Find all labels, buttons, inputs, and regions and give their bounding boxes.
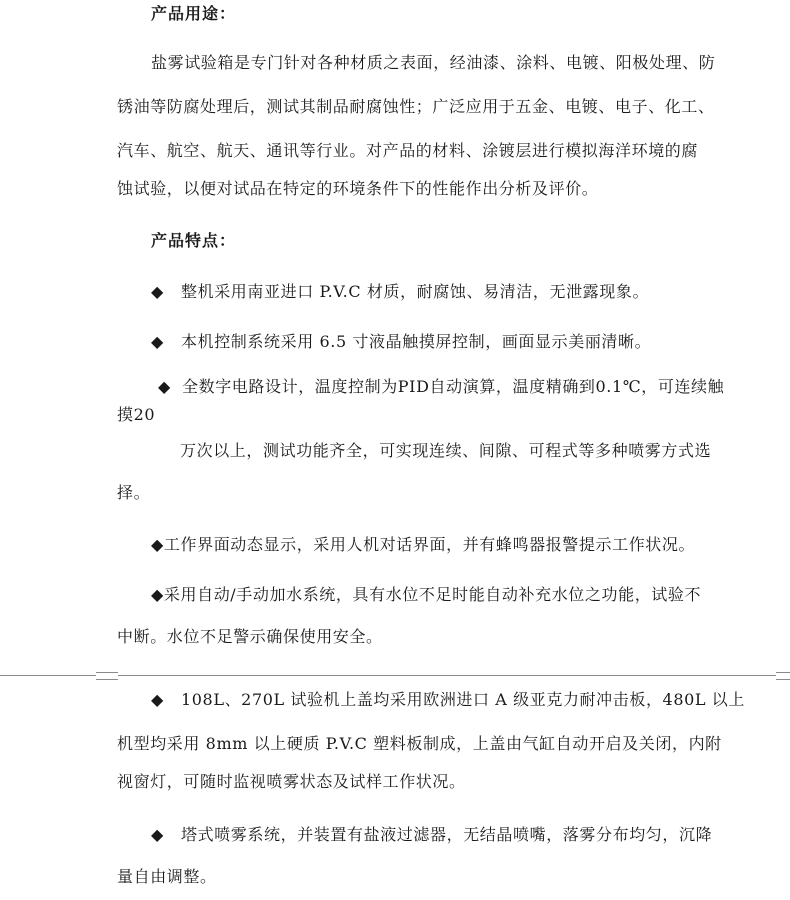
bullet-diamond-icon: ◆ (151, 690, 164, 709)
bullet-diamond-icon: ◆ (151, 825, 164, 844)
page-break-marker-left (96, 672, 118, 680)
bullet-diamond-icon: ◆ (151, 332, 164, 351)
feature-item (151, 281, 649, 303)
feature-item (151, 824, 712, 846)
feature-item (158, 376, 724, 398)
feature-item (151, 331, 651, 353)
bullet-diamond-icon: ◆ (158, 377, 171, 396)
page-break-marker-right (776, 672, 790, 680)
page-break-rule (0, 675, 790, 676)
feature-item (151, 584, 701, 606)
feature-item-text: 摸20 (117, 405, 156, 424)
usage-paragraph-line: 锈油等防腐处理后，测试其制品耐腐蚀性；广泛应用于五金、电镀、电子、化工、 (117, 97, 715, 116)
feature-item-text: 量自由调整。 (117, 867, 217, 886)
feature-item-text: 整机采用南亚进口 P.V.C 材质，耐腐蚀、易清洁，无泄露现象。 (181, 282, 650, 301)
feature-item-text: 塔式喷雾系统，并装置有盐液过滤器，无结晶喷嘴，落雾分布均匀，沉降 (181, 825, 713, 844)
bullet-diamond-icon: ◆ (151, 282, 164, 301)
usage-heading: 产品用途： (151, 4, 237, 23)
feature-item-text: 视窗灯，可随时监视喷雾状态及试样工作状况。 (117, 772, 466, 791)
features-heading: 产品特点： (151, 231, 237, 250)
feature-item-text: 机型均采用 8mm 以上硬质 P.V.C 塑料板制成，上盖由气缸自动开启及关闭，内附 (117, 734, 722, 753)
bullet-diamond-icon: ◆ (151, 585, 164, 604)
feature-item-text: 择。 (117, 483, 151, 502)
feature-item-text: 中断。水位不足警示确保使用安全。 (117, 627, 383, 646)
bullet-diamond-icon: ◆ (151, 535, 164, 554)
feature-item-text: 工作界面动态显示，采用人机对话界面，并有蜂鸣器报警提示工作状况。 (163, 535, 696, 554)
feature-item-text: 万次以上，测试功能齐全，可实现连续、间隙、可程式等多种喷雾方式选 (180, 441, 712, 460)
feature-item (151, 534, 695, 556)
usage-paragraph-line: 盐雾试验箱是专门针对各种材质之表面，经油漆、涂料、电镀、阳极处理、防 (151, 53, 716, 72)
usage-paragraph-line: 蚀试验，以便对试品在特定的环境条件下的性能作出分析及评价。 (117, 179, 599, 198)
feature-item-text: 本机控制系统采用 6.5 寸液晶触摸屏控制，画面显示美丽清晰。 (181, 332, 652, 351)
feature-item-text: 采用自动/手动加水系统，具有水位不足时能自动补充水位之功能，试验不 (163, 585, 702, 604)
feature-item (151, 689, 745, 711)
usage-paragraph-line: 汽车、航空、航天、通讯等行业。对产品的材料、涂镀层进行模拟海洋环境的腐 (117, 141, 699, 160)
page-break-divider (0, 672, 790, 680)
feature-item-text: 108L、270L 试验机上盖均采用欧洲进口 A 级亚克力耐冲击板，480L 以上 (181, 690, 745, 709)
feature-item-text: 全数字电路设计，温度控制为PID自动演算，温度精确到0.1℃，可连续触 (182, 377, 725, 396)
